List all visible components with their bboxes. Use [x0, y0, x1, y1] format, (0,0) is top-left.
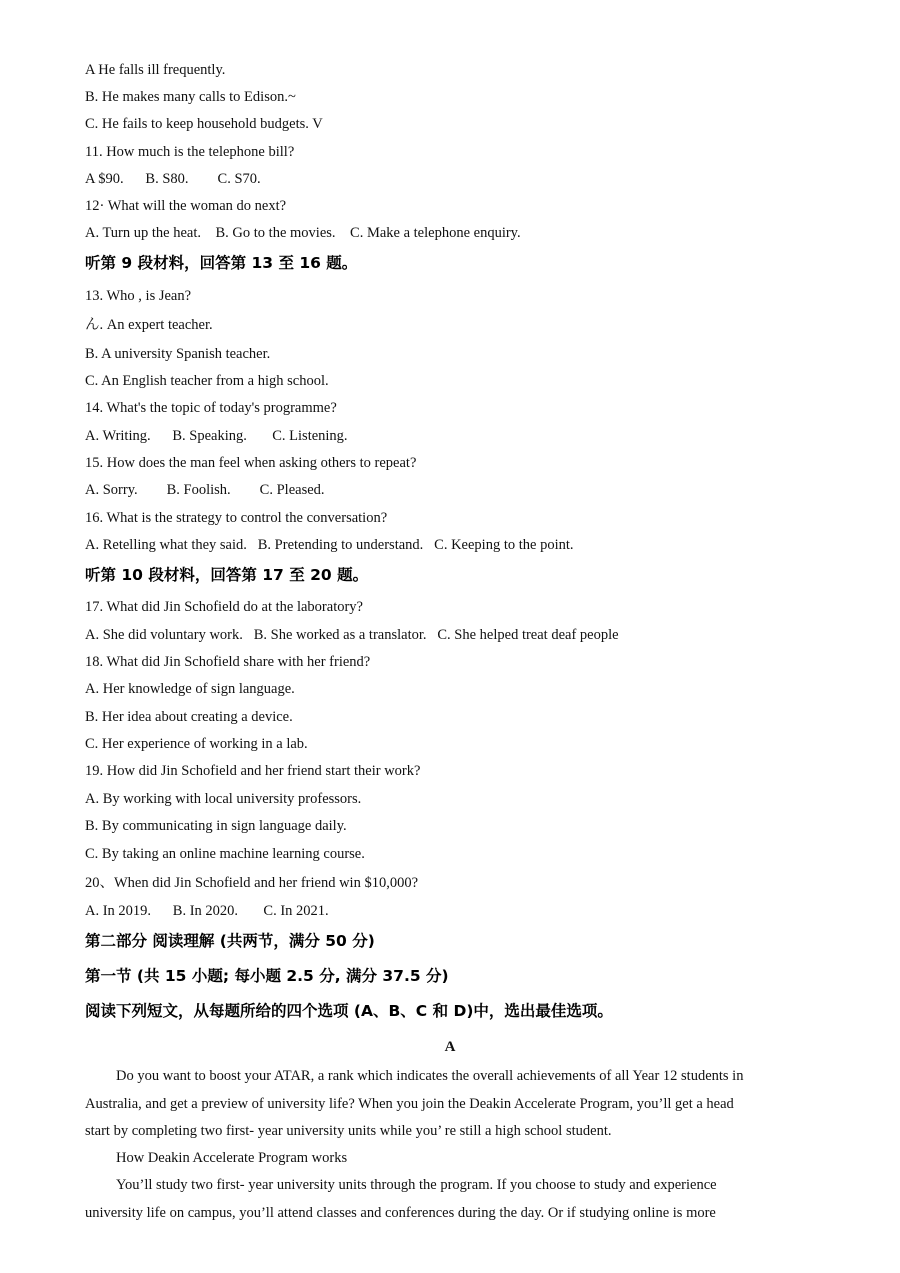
question-line: 16. What is the strategy to control the conversation? [85, 510, 388, 526]
question-line: 18. What did Jin Schofield share with her friend? [85, 654, 371, 670]
instruction-line: 阅读下列短文，从每题所给的四个选项 (A、B、C 和 D)中，选出最佳选项。 [85, 1002, 613, 1020]
question-line: 17. What did Jin Schofield do at the laboratory? [85, 599, 363, 615]
option-line: B. Her idea about creating a device. [85, 709, 293, 725]
option-line: B. A university Spanish teacher. [85, 346, 271, 362]
part-heading: 第二部分 阅读理解 (共两节，满分 50 分) [85, 932, 375, 950]
paragraph-line: Australia, and get a preview of university life? When you join the Deakin Accelerate Program, you’ll get a head [85, 1096, 734, 1112]
option-line: A. Writing. B. Speaking. C. Listening. [85, 428, 348, 444]
paragraph-line: start by completing two first- year university units while you’ re still a high school student. [85, 1123, 612, 1139]
option-line: C. An English teacher from a high school. [85, 373, 329, 389]
option-line: A. In 2019. B. In 2020. C. In 2021. [85, 903, 329, 919]
question-line: 12· What will the woman do next? [85, 198, 287, 214]
option-line: ん. An expert teacher. [85, 317, 213, 333]
option-line: A $90. B. S80. C. S70. [85, 171, 261, 187]
question-line: 15. How does the man feel when asking others to repeat? [85, 455, 417, 471]
section-heading: 听第 10 段材料，回答第 17 至 20 题。 [85, 566, 369, 584]
paragraph-line: university life on campus, you’ll attend classes and conferences during the day. Or if studying online is more [85, 1205, 716, 1221]
passage-label: A [444, 1039, 456, 1055]
paragraph-heading: How Deakin Accelerate Program works [116, 1150, 348, 1166]
option-line: C. Her experience of working in a lab. [85, 736, 308, 752]
section-heading: 听第 9 段材料，回答第 13 至 16 题。 [85, 254, 358, 272]
paragraph-line: You’ll study two first- year university units through the program. If you choose to study and experience [116, 1177, 717, 1193]
option-line: A. Turn up the heat. B. Go to the movies. C. Make a telephone enquiry. [85, 225, 521, 241]
option-line: A. Sorry. B. Foolish. C. Pleased. [85, 482, 325, 498]
option-line: C. By taking an online machine learning course. [85, 846, 365, 862]
question-line: 19. How did Jin Schofield and her friend start their work? [85, 763, 421, 779]
question-line: 14. What's the topic of today's programme? [85, 400, 337, 416]
question-line: 20、When did Jin Schofield and her friend win $10,000? [85, 875, 419, 891]
option-line: A. She did voluntary work. B. She worked as a translator. C. She helped treat deaf people [85, 627, 619, 643]
subsection-heading: 第一节 (共 15 小题; 每小题 2.5 分, 满分 37.5 分) [85, 967, 449, 985]
option-line: B. By communicating in sign language daily. [85, 818, 347, 834]
question-line: 11. How much is the telephone bill? [85, 144, 295, 160]
paragraph-line: Do you want to boost your ATAR, a rank which indicates the overall achievements of all Year 12 students in [116, 1068, 744, 1084]
option-line: C. He fails to keep household budgets. V [85, 116, 323, 132]
option-line: A He falls ill frequently. [85, 62, 226, 78]
option-line: A. Her knowledge of sign language. [85, 681, 295, 697]
option-line: A. By working with local university professors. [85, 791, 362, 807]
option-line: B. He makes many calls to Edison.~ [85, 89, 296, 105]
option-line: A. Retelling what they said. B. Pretending to understand. C. Keeping to the point. [85, 537, 574, 553]
question-line: 13. Who , is Jean? [85, 288, 192, 304]
